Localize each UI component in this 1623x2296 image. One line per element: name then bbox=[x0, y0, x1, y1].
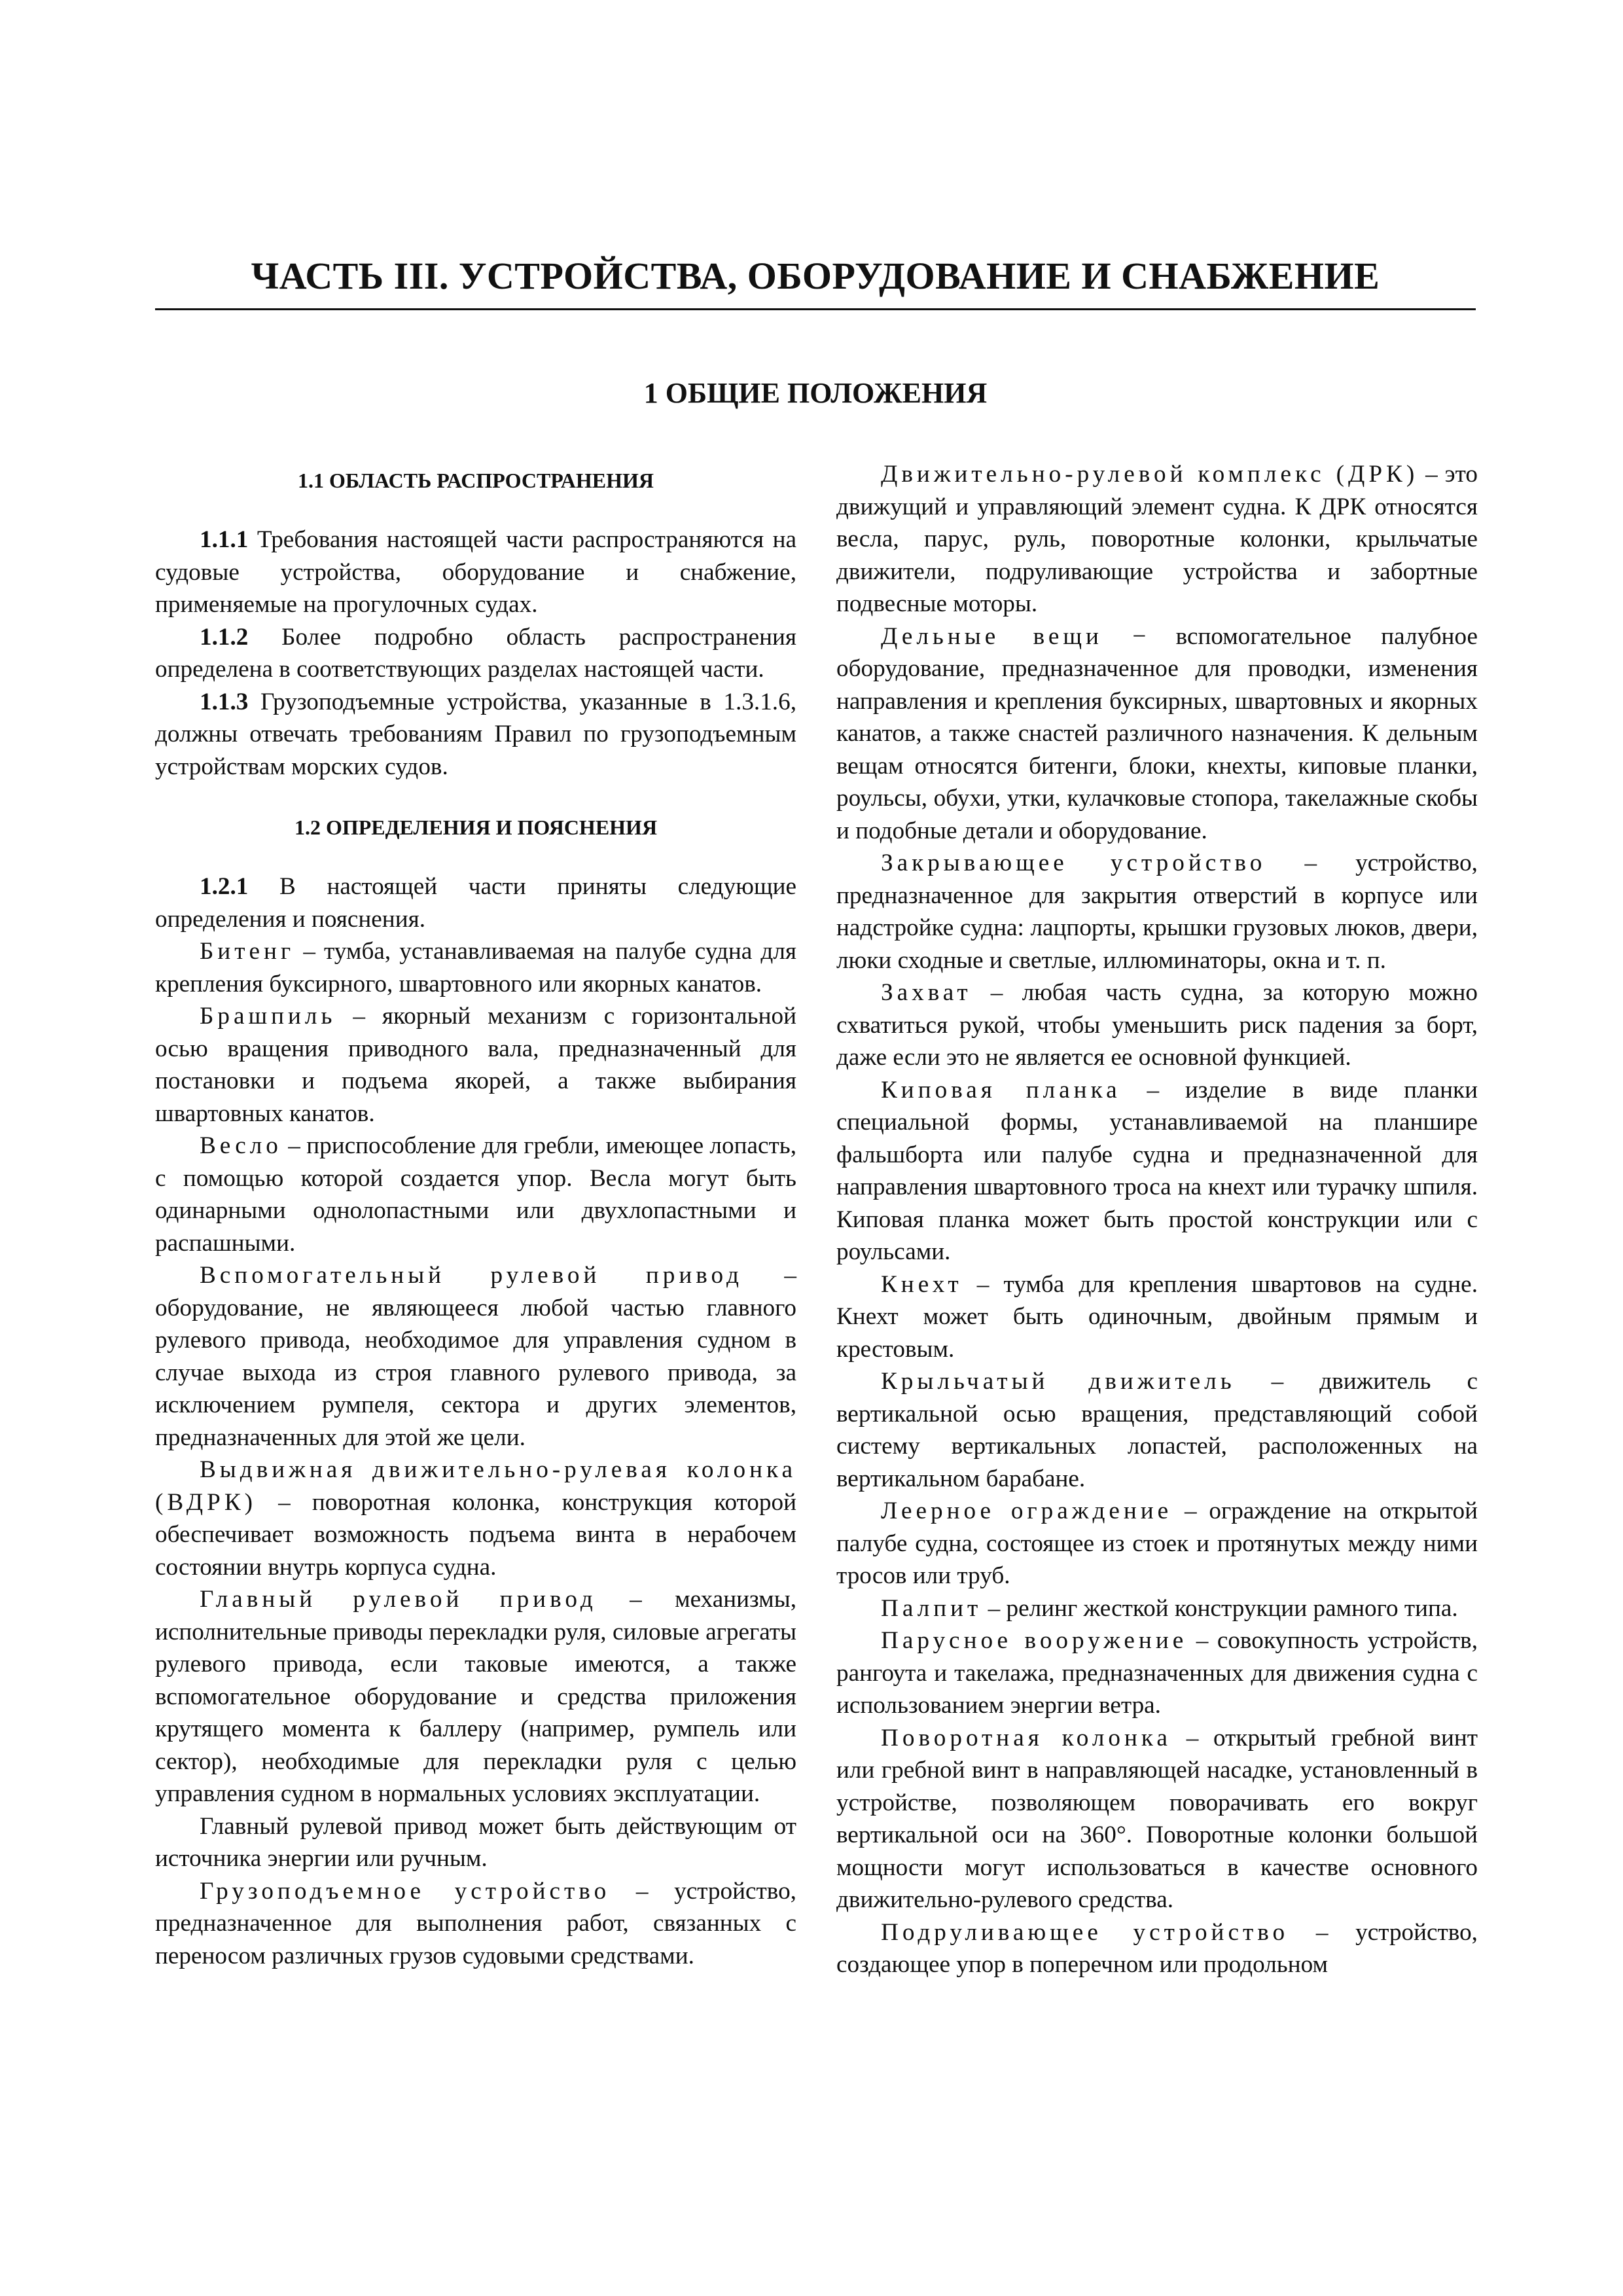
definition-text: − вспомогательное палубное оборудование, предназначенное для проводки, изменения направления и крепления буксирных, швартовных и якорных канатов, а также снастей различного назначения. К дельным вещам относятся битенги, блоки, кнехты, киповые планки, роульсы, обухи, утки, кулачковые стопора, такелажные скобы и подобные детали и оборудование. bbox=[836, 622, 1478, 844]
paragraph-text: Требования настоящей части распространяются на судовые устройства, оборудование и снабжение, применяемые на прогулочных судах. bbox=[155, 526, 796, 618]
definition bbox=[836, 458, 1478, 620]
definition-text: – это движущий и управляющий элемент судна. К ДРК относятся весла, парус, руль, поворотные колонки, крыльчатые движители, подруливающие устройства и забортные подвесные моторы. bbox=[836, 461, 1478, 617]
definition-term: Поворотная колонка bbox=[881, 1724, 1171, 1751]
definition bbox=[836, 1592, 1478, 1625]
definition-text: – устройство, предназначенное для выполнения работ, связанных с переносом различных грузов судовыми средствами. bbox=[155, 1877, 796, 1969]
part-header bbox=[155, 254, 1476, 310]
definition-text: – поворотная колонка, конструкция которой обеспечивает возможность подъема винта в нерабочем состоянии внутрь корпуса судна. bbox=[155, 1488, 796, 1581]
definition-text: – любая часть судна, за которую можно схватиться рукой, чтобы уменьшить риск падения за борт, даже если это не является ее основной функцией. bbox=[836, 979, 1478, 1071]
definition bbox=[836, 1495, 1478, 1592]
definition bbox=[836, 1268, 1478, 1366]
definition bbox=[836, 1722, 1478, 1916]
definition-term: Движительно-рулевой комплекс (ДРК) bbox=[881, 461, 1419, 488]
definition bbox=[155, 1130, 796, 1259]
paragraph-text: Более подробно область распространения определена в соответствующих разделах настоящей части. bbox=[155, 623, 796, 683]
paragraph bbox=[155, 621, 796, 686]
right-column bbox=[836, 458, 1478, 1981]
definition-term: Битенг bbox=[200, 938, 295, 965]
definition-term: Захват bbox=[881, 979, 972, 1006]
part-title: ЧАСТЬ III. УСТРОЙСТВА, ОБОРУДОВАНИЕ И СНАБЖЕНИЕ bbox=[251, 255, 1380, 297]
definition-term: Весло bbox=[200, 1132, 282, 1159]
definition-text: – механизмы, исполнительные приводы перекладки руля, силовые агрегаты рулевого привода, если таковые имеются, а также вспомогательное оборудование и средства приложения крутящего момента к баллеру (например, румпель или сектор), необходимые для перекладки руля с целью управления судном в нормальных условиях эксплуатации. bbox=[155, 1586, 796, 1807]
definition-text: – ограждение на открытой палубе судна, состоящее из стоек и протянутых между ними тросов или труб. bbox=[836, 1498, 1478, 1589]
paragraph-text: Главный рулевой привод может быть действующим от источника энергии или ручным. bbox=[155, 1812, 796, 1872]
definition-term: Вспомогательный рулевой привод bbox=[200, 1262, 743, 1289]
paragraph bbox=[155, 1810, 796, 1875]
definition-term: Закрывающее устройство bbox=[881, 850, 1266, 876]
paragraph-text: Грузоподъемные устройства, указанные в 1.3.1.6, должны отвечать требованиям Правил по грузоподъемным устройствам морских судов. bbox=[155, 688, 796, 780]
definition bbox=[836, 1365, 1478, 1495]
definition bbox=[155, 1000, 796, 1130]
paragraph bbox=[155, 686, 796, 783]
definition-text: – устройство, предназначенное для закрытия отверстий в корпусе или надстройке судна: лацпорты, крышки грузовых люков, двери, люки сходные и светлые, иллюминаторы, окна и т. п. bbox=[836, 850, 1478, 974]
definition-text: – релинг жесткой конструкции рамного типа. bbox=[982, 1594, 1458, 1622]
definition bbox=[155, 935, 796, 1000]
definition-term: Крыльчатый движитель bbox=[881, 1368, 1236, 1395]
definition bbox=[836, 847, 1478, 977]
definition-text: – якорный механизм с горизонтальной осью вращения приводного вала, предназначенный для постановки и подъема якорей, а также выбирания швартовных канатов. bbox=[155, 1003, 796, 1127]
definition-text: – изделие в виде планки специальной формы, устанавливаемой на планшире фальшборта или палубе судна и предназначенной для направления швартовного троса на кнехт или турачку шпиля. Киповая планка может быть простой конструкции или с роульсами. bbox=[836, 1076, 1478, 1265]
definition-text: – движитель с вертикальной осью вращения, представляющий собой систему вертикальных лопастей, расположенных на вертикальном барабане. bbox=[836, 1368, 1478, 1492]
definition-term: Палпит bbox=[881, 1594, 982, 1622]
subsection-title-1-1: 1.1 ОБЛАСТЬ РАСПРОСТРАНЕНИЯ bbox=[298, 469, 654, 492]
definition-term: Подруливающее устройство bbox=[881, 1918, 1289, 1946]
clause-number: 1.2.1 bbox=[200, 873, 249, 900]
clause-number: 1.1.2 bbox=[200, 623, 249, 651]
definition bbox=[155, 1454, 796, 1583]
definition bbox=[155, 1259, 796, 1454]
definition bbox=[836, 1624, 1478, 1722]
definition-term: Выдвижная движительно-рулевая колонка (ВДРК) bbox=[155, 1456, 796, 1516]
definition bbox=[155, 1875, 796, 1973]
definition-term: Главный рулевой привод bbox=[200, 1586, 597, 1613]
definition-text: – приспособление для гребли, имеющее лопасть, с помощью которой создается упор. Весла могут быть одинарными однолопастными или двухлопастными и распашными. bbox=[155, 1132, 796, 1257]
definition-term: Грузоподъемное устройство bbox=[200, 1877, 611, 1905]
definition-text: – тумба, устанавливаемая на палубе судна для крепления буксирного, швартовного или якорных канатов. bbox=[155, 938, 796, 997]
definition bbox=[836, 977, 1478, 1074]
definition-text: – оборудование, не являющееся любой частью главного рулевого привода, необходимое для управления судном в случае выхода из строя главного рулевого привода, за исключением румпеля, сектора и других элементов, предназначенных для этой же цели. bbox=[155, 1262, 796, 1451]
definition bbox=[836, 1074, 1478, 1268]
paragraph bbox=[155, 870, 796, 935]
clause-number: 1.1.1 bbox=[200, 526, 249, 553]
left-column bbox=[155, 458, 796, 1972]
definition bbox=[836, 1916, 1478, 1981]
definition bbox=[836, 620, 1478, 848]
subsection-title-1-2: 1.2 ОПРЕДЕЛЕНИЯ И ПОЯСНЕНИЯ bbox=[294, 816, 658, 839]
definition-term: Киповая планка bbox=[881, 1076, 1121, 1103]
definition-term: Кнехт bbox=[881, 1270, 963, 1298]
definition-text: – устройство, создающее упор в поперечном или продольном bbox=[836, 1918, 1478, 1978]
section-title: 1 ОБЩИЕ ПОЛОЖЕНИЯ bbox=[643, 377, 988, 409]
definition-term: Леерное ограждение bbox=[881, 1498, 1173, 1524]
clause-number: 1.1.3 bbox=[200, 688, 249, 715]
paragraph bbox=[155, 524, 796, 621]
definition-text: – открытый гребной винт или гребной винт в направляющей насадке, установленный в устройстве, позволяющем поворачивать его вокруг вертикальной оси на 360°. Поворотные колонки большой мощности могут использоваться в качестве основного движительно-рулевого средства. bbox=[836, 1724, 1478, 1913]
definition-text: – тумба для крепления швартовов на судне. Кнехт может быть одиночным, двойным прямым и крестовым. bbox=[836, 1270, 1478, 1363]
definition-term: Парусное вооружение bbox=[881, 1627, 1188, 1654]
definition-term: Дельные вещи bbox=[881, 622, 1103, 650]
definition-text: – совокупность устройств, рангоута и такелажа, предназначенных для движения судна с использованием энергии ветра. bbox=[836, 1627, 1478, 1719]
paragraph-text: В настоящей части приняты следующие определения и пояснения. bbox=[155, 873, 796, 933]
definition bbox=[155, 1583, 796, 1810]
definition-term: Брашпиль bbox=[200, 1003, 336, 1030]
